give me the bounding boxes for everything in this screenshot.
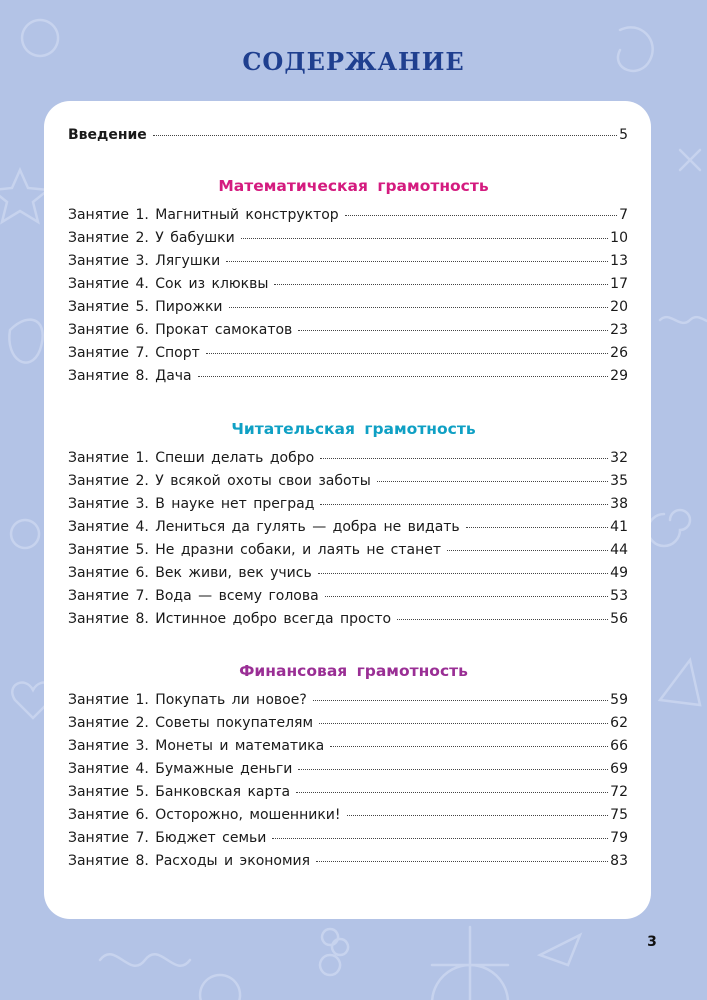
toc-page: 44 [610, 542, 628, 558]
toc-label: Занятие 3. Монеты и математика [68, 738, 325, 754]
toc-label: Занятие 2. У всякой охоты свои заботы [68, 473, 371, 489]
cross-doodle [680, 150, 700, 170]
dot-leader [320, 457, 608, 459]
toc-page: 20 [610, 299, 628, 315]
plane-doodle [540, 935, 580, 965]
toc-page: 10 [610, 230, 628, 246]
section-heading-reading: Читательская грамотность [231, 420, 476, 438]
toc-row-intro[interactable] [68, 127, 628, 149]
spiral-doodle [648, 510, 690, 546]
page-number: 3 [647, 934, 657, 950]
dot-leader [241, 237, 608, 239]
toc-row[interactable] [68, 830, 628, 852]
toc-label: Занятие 8. Дача [68, 368, 192, 384]
toc-row[interactable] [68, 761, 628, 783]
toc-row[interactable] [68, 519, 628, 541]
dot-leader [206, 352, 608, 354]
toc-page: 29 [610, 368, 628, 384]
dot-leader [397, 618, 608, 620]
toc-label: Занятие 2. Советы покупателям [68, 715, 314, 731]
toc-row[interactable] [68, 450, 628, 472]
toc-label: Занятие 4. Лениться да гулять — добра не видать [68, 519, 460, 535]
toc-page: 5 [619, 127, 628, 143]
dot-leader [347, 814, 609, 816]
toc-page: 75 [610, 807, 628, 823]
toc-row[interactable] [68, 565, 628, 587]
toc-row[interactable] [68, 253, 628, 275]
toc-row[interactable] [68, 588, 628, 610]
globe-doodle [432, 927, 508, 1000]
section-heading-math: Математическая грамотность [218, 177, 489, 195]
toc-row[interactable] [68, 715, 628, 737]
dot-leader [318, 572, 608, 574]
dot-leader [296, 791, 608, 793]
leaf-doodle [9, 320, 42, 363]
toc-label: Введение [68, 127, 147, 143]
toc-page: 32 [610, 450, 628, 466]
wave-doodle [660, 317, 707, 323]
toc-page: 26 [610, 345, 628, 361]
toc-row[interactable] [68, 542, 628, 564]
ring-doodle [200, 975, 240, 1000]
toc-label: Занятие 3. Лягушки [68, 253, 221, 269]
toc-page: 41 [610, 519, 628, 535]
toc-label: Занятие 1. Покупать ли новое? [68, 692, 307, 708]
toc-label: Занятие 5. Не дразни собаки, и лаять не станет [68, 542, 441, 558]
toc-label: Занятие 6. Осторожно, мошенники! [68, 807, 341, 823]
toc-row[interactable] [68, 345, 628, 367]
toc-page: 62 [610, 715, 628, 731]
dot-leader [325, 595, 608, 597]
section-heading-finance: Финансовая грамотность [239, 662, 468, 680]
page-title: СОДЕРЖАНИЕ [242, 47, 465, 76]
dot-leader [313, 699, 608, 701]
toc-label: Занятие 1. Магнитный конструктор [68, 207, 339, 223]
toc-label: Занятие 8. Истинное добро всегда просто [68, 611, 392, 627]
dot-leader [319, 722, 608, 724]
dot-leader [466, 526, 608, 528]
toc-label: Занятие 4. Бумажные деньги [68, 761, 293, 777]
toc-label: Занятие 7. Бюджет семьи [68, 830, 267, 846]
dot-leader [345, 214, 617, 216]
dot-leader [298, 768, 608, 770]
toc-label: Занятие 7. Спорт [68, 345, 200, 361]
toc-page: 59 [610, 692, 628, 708]
toc-page: 49 [610, 565, 628, 581]
toc-row[interactable] [68, 276, 628, 298]
dot-leader [272, 837, 608, 839]
toc-label: Занятие 7. Вода — всему голова [68, 588, 319, 604]
dot-leader [274, 283, 608, 285]
dot-leader [377, 480, 608, 482]
toc-row[interactable] [68, 807, 628, 829]
toc-label: Занятие 2. У бабушки [68, 230, 235, 246]
dot-leader [447, 549, 608, 551]
toc-page: 79 [610, 830, 628, 846]
toc-page: 83 [610, 853, 628, 869]
toc-row[interactable] [68, 230, 628, 252]
toc-page: 56 [610, 611, 628, 627]
toc-label: Занятие 3. В науке нет преград [68, 496, 315, 512]
toc-label: Занятие 5. Банковская карта [68, 784, 291, 800]
toc-label: Занятие 4. Сок из клюквы [68, 276, 269, 292]
toc-page: 7 [619, 207, 628, 223]
toc-row[interactable] [68, 299, 628, 321]
toc-page: 38 [610, 496, 628, 512]
toc-row[interactable] [68, 368, 628, 390]
toc-label: Занятие 6. Век живи, век учись [68, 565, 312, 581]
toc-label: Занятие 1. Спеши делать добро [68, 450, 315, 466]
toc-row[interactable] [68, 853, 628, 875]
toc-row[interactable] [68, 611, 628, 633]
dot-leader [153, 134, 617, 136]
toc-label: Занятие 6. Прокат самокатов [68, 322, 293, 338]
toc-row[interactable] [68, 496, 628, 518]
toc-page: 53 [610, 588, 628, 604]
dot-leader [316, 860, 608, 862]
squiggle-doodle [100, 954, 190, 966]
toc-row[interactable] [68, 207, 628, 229]
dot-leader [298, 329, 608, 331]
toc-row[interactable] [68, 322, 628, 344]
dot-leader [226, 260, 608, 262]
toc-row[interactable] [68, 738, 628, 760]
toc-page: 72 [610, 784, 628, 800]
dot-leader [198, 375, 609, 377]
toc-row[interactable] [68, 473, 628, 495]
circle-doodle [11, 520, 39, 548]
dot-leader [330, 745, 608, 747]
toc-label: Занятие 5. Пирожки [68, 299, 223, 315]
toc-page: 13 [610, 253, 628, 269]
toc-label: Занятие 8. Расходы и экономия [68, 853, 311, 869]
toc-row[interactable] [68, 692, 628, 714]
toc-page: 35 [610, 473, 628, 489]
dot-leader [320, 503, 608, 505]
toc-row[interactable] [68, 784, 628, 806]
toc-page: 17 [610, 276, 628, 292]
toc-page: 69 [610, 761, 628, 777]
dot-leader [229, 306, 609, 308]
toc-page: 66 [610, 738, 628, 754]
toc-page: 23 [610, 322, 628, 338]
flower-doodle [320, 929, 348, 975]
